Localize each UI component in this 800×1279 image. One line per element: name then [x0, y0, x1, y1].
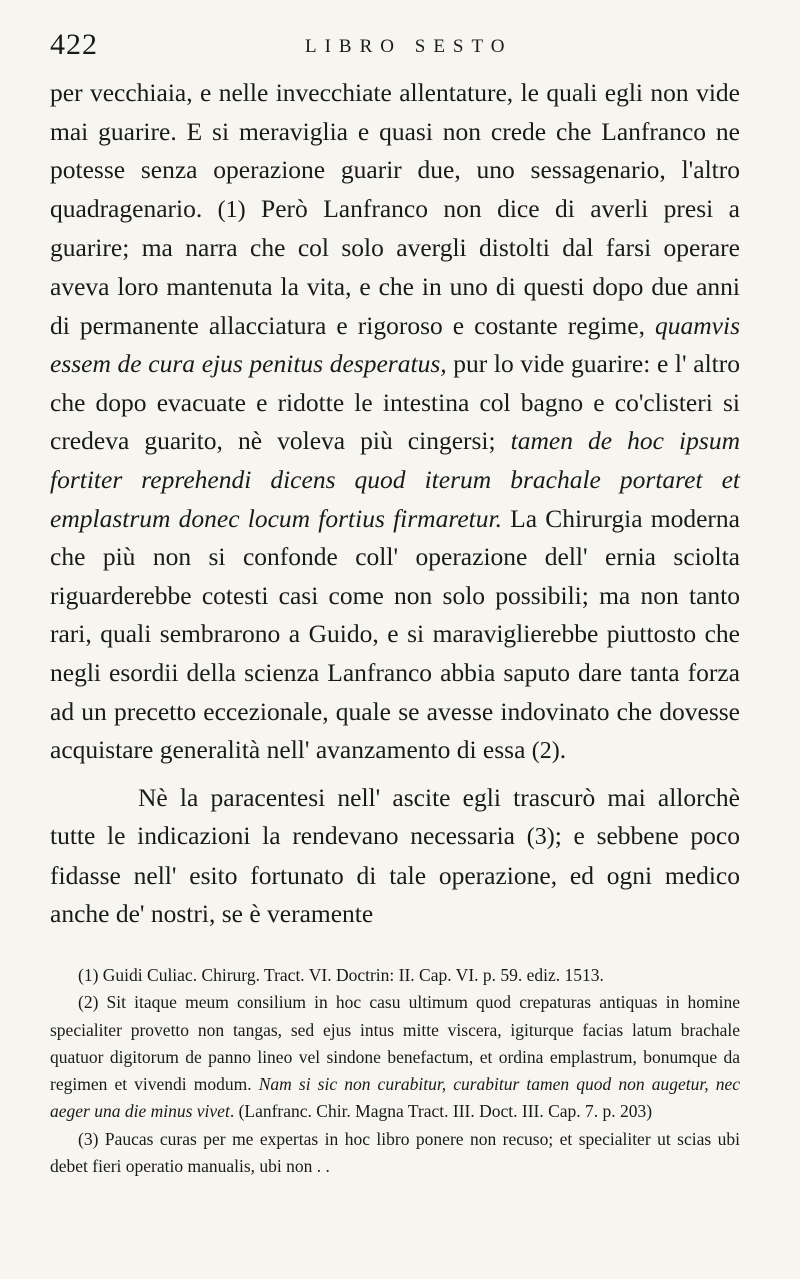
- footnote-3: (3) Paucas curas per me expertas in hoc libro ponere non recuso; et specialiter ut scias ubi debet fieri operatio manualis, ubi non . .: [50, 1128, 740, 1177]
- paragraph-1-text-d: La Chirurgia moderna che più non si confonde coll' operazione dell' ernia sciolta riguarderebbe cotesti casi come non solo possibili; ma non tanto rari, quali sembrarono a Guido, e si maraviglierebbe piuttosto che negli esordii della scienza Lanfranco abbia saputo dare tanta forza ad un precetto eccezionale, quale se avesse indovinato che dovesse acquistare generalità nell' avanzamento di essa: [50, 503, 740, 765]
- footnote-ref-3: (3): [526, 824, 555, 851]
- footnote-1: (1) Guidi Culiac. Chirurg. Tract. VI. Doctrin: II. Cap. VI. p. 59. ediz. 1513.: [78, 965, 604, 985]
- running-head: LIBRO SESTO: [305, 36, 513, 57]
- footnote-2: [50, 989, 740, 1125]
- footnotes: [50, 962, 740, 1180]
- paragraph-2-text-b: ; e sebbene poco fidasse nell' esito fortunato di tale operazione, ed ogni medico anche de' nostri, se è veramente: [50, 821, 740, 929]
- paragraph-2-text-a: Nè la paracentesi nell' ascite egli trascurò mai allorchè tutte le indicazioni la rendevano necessaria: [50, 782, 740, 851]
- latin-quote-2: tamen de hoc ipsum fortiter reprehendi dicens quod iterum brachale portaret et emplastrum donec locum fortius firmaretur.: [50, 426, 740, 533]
- footnote-2-text-a: (2) Sit itaque meum consilium in hoc casu ultimum quod crepaturas antiquas in homine specialiter provetto non tangas, sed ejus intus mitte viscera, igiturque facias latum brachale quatuor digitorum de panno lineo vel sindone benefactum, et ordina emplastrum, bonumque da regimen et vivendi modum.: [50, 992, 740, 1095]
- latin-quote-1: quamvis essem de cura ejus penitus desperatus,: [50, 310, 740, 379]
- paragraph-1-text-b: Però Lanfranco non dice di averli presi a guarire; ma narra che col solo avergli distolti dal farsi operare aveva loro mantenuta la vita, e che in uno di questi dopo due anni di permanente allacciatura e rigoroso e costante regime,: [50, 193, 740, 340]
- footnote-ref-2: (2): [531, 738, 560, 765]
- paragraph-1-text-a: per vecchiaia, e nelle invecchiate allentature, le quali egli non vide mai guarire. E si meraviglia e quasi non crede che Lanfranco ne potesse senza operazione guarir due, uno sessagenario, l'altro quadragenario.: [50, 78, 740, 223]
- paragraph-1-text-e: .: [559, 735, 567, 765]
- paragraph-1-text-c: pur lo vide guarire: e l' altro che dopo evacuate e ridotte le intestina col bagno e co'clisteri si credeva guarito, nè voleva più cingersi;: [50, 349, 740, 456]
- footnote-ref-1: (1): [217, 196, 246, 223]
- page-number: 422: [50, 28, 98, 61]
- paragraph-1: [50, 74, 740, 771]
- page-header: [50, 28, 760, 68]
- footnote-2-latin-italic: Nam si sic non curabitur, curabitur tamen quod non augetur, nec aeger una die minus vivet: [50, 1074, 740, 1122]
- footnote-2-text-b: . (Lanfranc. Chir. Magna Tract. III. Doct. III. Cap. 7. p. 203): [229, 1101, 653, 1122]
- paragraph-2: [50, 779, 740, 934]
- main-text: [50, 74, 740, 934]
